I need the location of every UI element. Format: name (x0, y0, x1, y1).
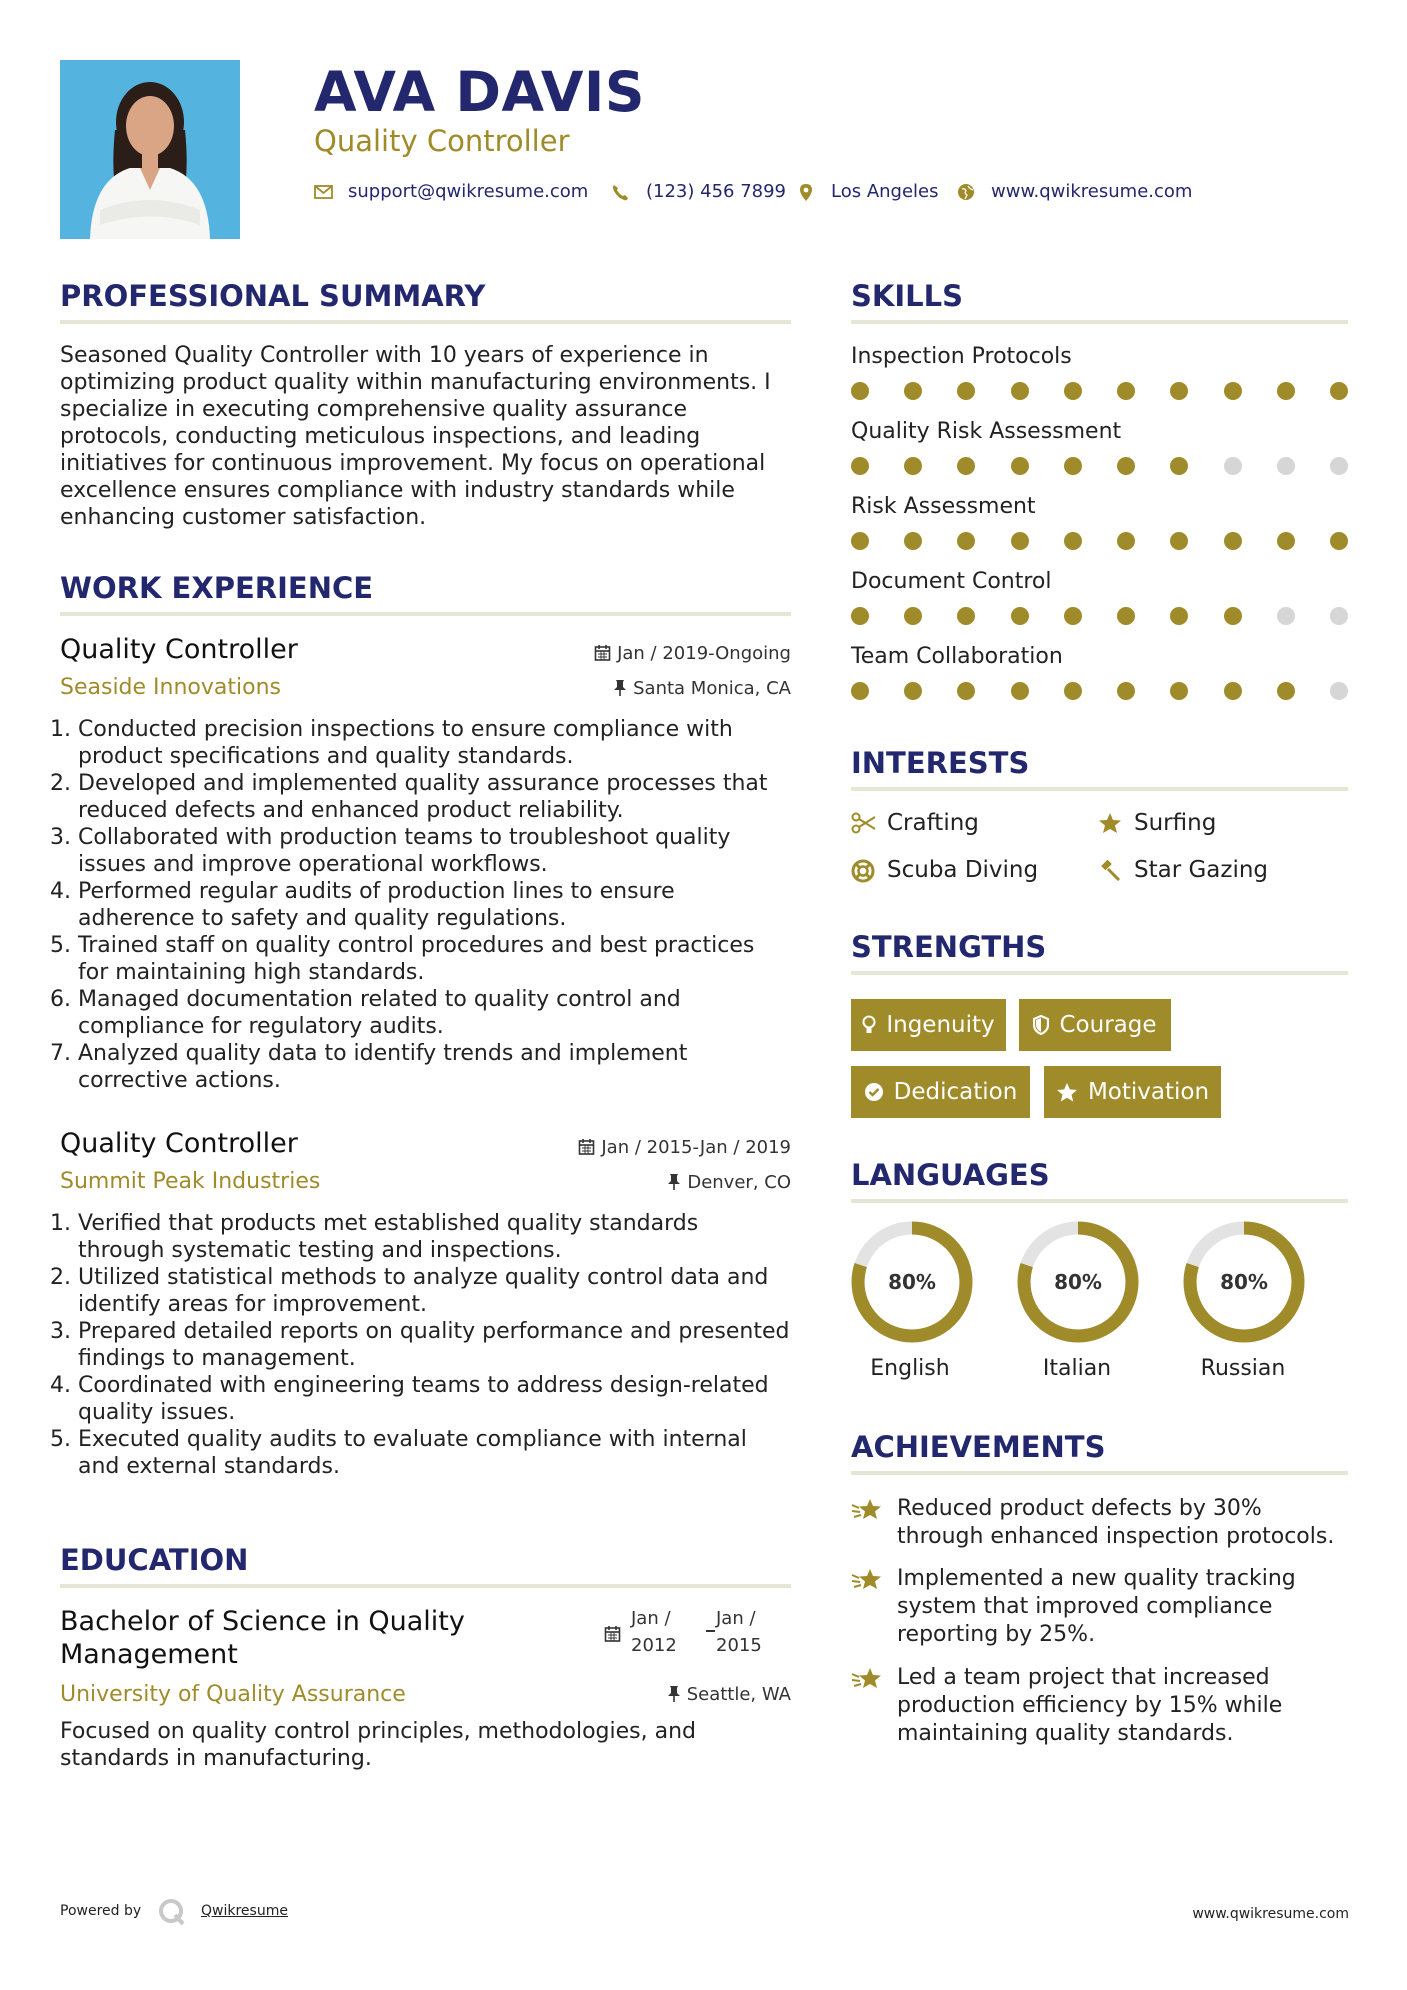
skill-dot-filled (851, 457, 869, 475)
phone-icon (609, 180, 631, 204)
skill-dot-filled (1011, 457, 1029, 475)
language-gauge (1013, 1217, 1143, 1347)
summary-text: Seasoned Quality Controller with 10 years of experience in optimizing product quality within manufacturing environments. I specialize in executing comprehensive quality assurance protocols, conducting meticulous inspections, and leading initiatives for continuous improvement. My focus on operational excellence ensures compliance with industry standards while enhancing customer satisfaction. (60, 343, 771, 530)
skill-rating (851, 607, 1348, 625)
skill-dot-filled (1064, 532, 1082, 550)
job-dates-text: Jan / 2019-Ongoing (617, 643, 791, 664)
calendar-icon (594, 644, 611, 662)
language-name: English (870, 1356, 950, 1381)
section-divider (60, 1584, 791, 1588)
skill-name: Quality Risk Assessment (851, 419, 1122, 444)
skill-dot-filled (851, 607, 869, 625)
skill-dot-filled (957, 682, 975, 700)
date-range-dash (706, 1630, 715, 1632)
education-start-line1: Jan / (631, 1608, 671, 1629)
experience-heading: WORK EXPERIENCE (60, 571, 374, 605)
interest-label: Star Gazing (1134, 857, 1269, 883)
gavel-icon (1098, 859, 1122, 881)
duty-item: 6. Managed documentation related to quality control and compliance for regulatory audits. (78, 986, 791, 1040)
achievement-item: Led a team project that increased production efficiency by 15% while maintaining quality standards. (897, 1665, 1283, 1746)
strength-label: Dedication (893, 1079, 1018, 1105)
section-divider (851, 787, 1348, 791)
skill-dot-filled (1064, 457, 1082, 475)
duty-item: 1. Conducted precision inspections to ensure compliance with product specifications and quality standards. (78, 716, 791, 770)
powered-by-label: Powered by (60, 1903, 142, 1919)
degree-name-line1: Bachelor of Science in Quality (60, 1606, 465, 1637)
skill-rating (851, 532, 1348, 550)
skill-dot-filled (904, 682, 922, 700)
skill-dot-filled (1170, 382, 1188, 400)
duty-item: 2. Utilized statistical methods to analyze quality control data and identify areas for improvement. (78, 1264, 791, 1318)
location-pin-icon (795, 180, 817, 204)
company-name: Seaside Innovations (60, 675, 281, 700)
candidate-name: AVA DAVIS (314, 60, 646, 124)
education-end-line2: 2015 (716, 1635, 762, 1656)
achievement-item: Reduced product defects by 30% through enhanced inspection protocols. (897, 1496, 1335, 1549)
location-text: Los Angeles (831, 181, 939, 202)
skill-dot-filled (904, 532, 922, 550)
skill-dot-empty (1277, 607, 1295, 625)
education-location-text: Seattle, WA (686, 1684, 791, 1705)
skill-dot-filled (1117, 382, 1135, 400)
profile-photo-illustration (60, 60, 240, 239)
pushpin-icon (613, 679, 627, 697)
brand-link[interactable]: Qwikresume (201, 1903, 288, 1919)
skill-dot-filled (904, 607, 922, 625)
skill-dot-filled (1064, 682, 1082, 700)
skill-dot-filled (851, 532, 869, 550)
section-divider (851, 1199, 1348, 1203)
skill-dot-filled (957, 457, 975, 475)
achievements-heading: ACHIEVEMENTS (851, 1430, 1106, 1464)
section-divider (851, 971, 1348, 975)
skill-dot-filled (851, 382, 869, 400)
section-divider (60, 320, 791, 324)
school-name: University of Quality Assurance (60, 1682, 406, 1707)
scissors-icon (851, 812, 877, 834)
skill-dot-filled (1011, 607, 1029, 625)
education-heading: EDUCATION (60, 1543, 249, 1577)
interest-label: Scuba Diving (887, 857, 1039, 883)
skill-dot-empty (1224, 457, 1242, 475)
lightbulb-icon (862, 1015, 876, 1035)
skill-dot-filled (1064, 607, 1082, 625)
skill-name: Risk Assessment (851, 494, 1036, 519)
summary-heading: PROFESSIONAL SUMMARY (60, 279, 486, 313)
strength-badge (1044, 1066, 1221, 1118)
strengths-heading: STRENGTHS (851, 930, 1047, 964)
skill-dot-filled (1277, 532, 1295, 550)
section-divider (60, 612, 791, 616)
website-link[interactable]: www.qwikresume.com (991, 181, 1193, 202)
skill-dot-empty (1330, 682, 1348, 700)
email-link[interactable]: support@qwikresume.com (348, 181, 589, 202)
strength-badge (851, 1066, 1030, 1118)
skill-rating (851, 682, 1348, 700)
job-location-text: Santa Monica, CA (633, 678, 791, 699)
check-circle-icon (864, 1082, 884, 1102)
languages-heading: LANGUAGES (851, 1158, 1050, 1192)
duty-item: 4. Performed regular audits of production lines to ensure adherence to safety and quality regulations. (78, 878, 791, 932)
skill-dot-filled (1117, 532, 1135, 550)
skill-name: Inspection Protocols (851, 344, 1072, 369)
interest-label: Crafting (887, 810, 979, 836)
skill-dot-filled (957, 532, 975, 550)
candidate-title: Quality Controller (314, 124, 570, 158)
job-dates-text: Jan / 2015-Jan / 2019 (601, 1137, 791, 1158)
job-title: Quality Controller (60, 1128, 298, 1159)
calendar-icon (578, 1138, 595, 1156)
footer-website-link[interactable]: www.qwikresume.com (1192, 1906, 1349, 1922)
qwikresume-logo-icon (157, 1897, 187, 1927)
gauge-percent: 80% (888, 1270, 936, 1294)
job-location (667, 1172, 791, 1194)
interest-item (1098, 856, 1268, 884)
star-icon (1098, 812, 1122, 834)
shooting-star-icon (851, 1497, 883, 1523)
skill-dot-empty (1330, 457, 1348, 475)
skill-dot-filled (1117, 457, 1135, 475)
skill-dot-filled (1117, 607, 1135, 625)
interest-item (851, 856, 1038, 884)
job-dates (594, 643, 791, 665)
duty-item: 1. Verified that products met established quality standards through systematic testing and inspections. (78, 1210, 791, 1264)
language-gauge (1179, 1217, 1309, 1347)
profile-photo (60, 60, 240, 239)
skill-dot-filled (1170, 682, 1188, 700)
skill-dot-filled (1277, 382, 1295, 400)
skill-dot-filled (1224, 382, 1242, 400)
globe-icon (955, 180, 977, 204)
skill-dot-empty (1330, 607, 1348, 625)
education-start-line2: 2012 (631, 1635, 677, 1656)
skill-dot-filled (1170, 607, 1188, 625)
job-location (613, 678, 791, 700)
section-divider (851, 1471, 1348, 1475)
duty-item: 7. Analyzed quality data to identify trends and implement corrective actions. (78, 1040, 791, 1094)
shooting-star-icon (851, 1567, 883, 1593)
gauge-percent: 80% (1220, 1270, 1268, 1294)
duties-list (60, 716, 791, 1094)
calendar-icon (604, 1625, 621, 1643)
duty-item: 5. Trained staff on quality control procedures and best practices for maintaining high standards. (78, 932, 791, 986)
job-duties (60, 1210, 791, 1480)
duty-item: 3. Prepared detailed reports on quality performance and presented findings to management. (78, 1318, 791, 1372)
duty-item: 2. Developed and implemented quality assurance processes that reduced defects and enhanced product reliability. (78, 770, 791, 824)
email-icon (313, 180, 335, 204)
duty-item: 5. Executed quality audits to evaluate compliance with internal and external standards. (78, 1426, 791, 1480)
job-title: Quality Controller (60, 634, 298, 665)
section-divider (851, 320, 1348, 324)
language-name: Russian (1200, 1356, 1286, 1381)
strength-label: Motivation (1087, 1079, 1210, 1105)
pushpin-icon (667, 1173, 681, 1191)
skill-dot-filled (1117, 682, 1135, 700)
skills-heading: SKILLS (851, 279, 963, 313)
shield-icon (1033, 1015, 1049, 1035)
job-dates (578, 1137, 791, 1159)
skill-dot-filled (1277, 682, 1295, 700)
skill-dot-filled (1011, 382, 1029, 400)
pushpin-icon (667, 1685, 681, 1703)
gauge-percent: 80% (1054, 1270, 1102, 1294)
skill-name: Document Control (851, 569, 1052, 594)
skill-dot-filled (1224, 607, 1242, 625)
language-gauge (847, 1217, 977, 1347)
education-end-line1: Jan / (716, 1608, 756, 1629)
skill-dot-filled (957, 382, 975, 400)
skill-dot-filled (1330, 382, 1348, 400)
education-location (667, 1684, 791, 1706)
skill-dot-filled (1170, 532, 1188, 550)
skill-dot-filled (904, 382, 922, 400)
skill-dot-filled (1330, 532, 1348, 550)
star-icon (1056, 1082, 1078, 1102)
interest-item (1098, 809, 1216, 837)
achievement-item: Implemented a new quality tracking system that improved compliance reporting by 25%. (897, 1566, 1296, 1647)
life-ring-icon (851, 859, 875, 883)
strength-label: Ingenuity (886, 1012, 995, 1038)
skill-name: Team Collaboration (851, 644, 1063, 669)
skill-rating (851, 457, 1348, 475)
skill-rating (851, 382, 1348, 400)
strength-badge (1019, 999, 1171, 1051)
job-location-text: Denver, CO (687, 1172, 791, 1193)
skill-dot-filled (1170, 457, 1188, 475)
skill-dot-filled (1011, 532, 1029, 550)
interest-item (851, 809, 979, 837)
skill-dot-filled (1224, 682, 1242, 700)
duty-item: 4. Coordinated with engineering teams to address design-related quality issues. (78, 1372, 791, 1426)
job-duties (60, 716, 791, 1094)
skill-dot-filled (957, 607, 975, 625)
language-name: Italian (1042, 1356, 1112, 1381)
interests-heading: INTERESTS (851, 746, 1030, 780)
education-description: Focused on quality control principles, methodologies, and standards in manufacturing. (60, 1719, 697, 1771)
skill-dot-filled (851, 682, 869, 700)
skill-dot-filled (904, 457, 922, 475)
skill-dot-empty (1277, 457, 1295, 475)
duties-list (60, 1210, 791, 1480)
interest-label: Surfing (1134, 810, 1217, 836)
skill-dot-filled (1224, 532, 1242, 550)
duty-item: 3. Collaborated with production teams to troubleshoot quality issues and improve operational workflows. (78, 824, 791, 878)
shooting-star-icon (851, 1666, 883, 1692)
skill-dot-filled (1064, 382, 1082, 400)
strength-label: Courage (1059, 1012, 1157, 1038)
strength-badge (851, 999, 1006, 1051)
degree-name-line2: Management (60, 1639, 238, 1670)
company-name: Summit Peak Industries (60, 1169, 321, 1194)
phone-number[interactable]: (123) 456 7899 (646, 181, 787, 202)
skill-dot-filled (1011, 682, 1029, 700)
